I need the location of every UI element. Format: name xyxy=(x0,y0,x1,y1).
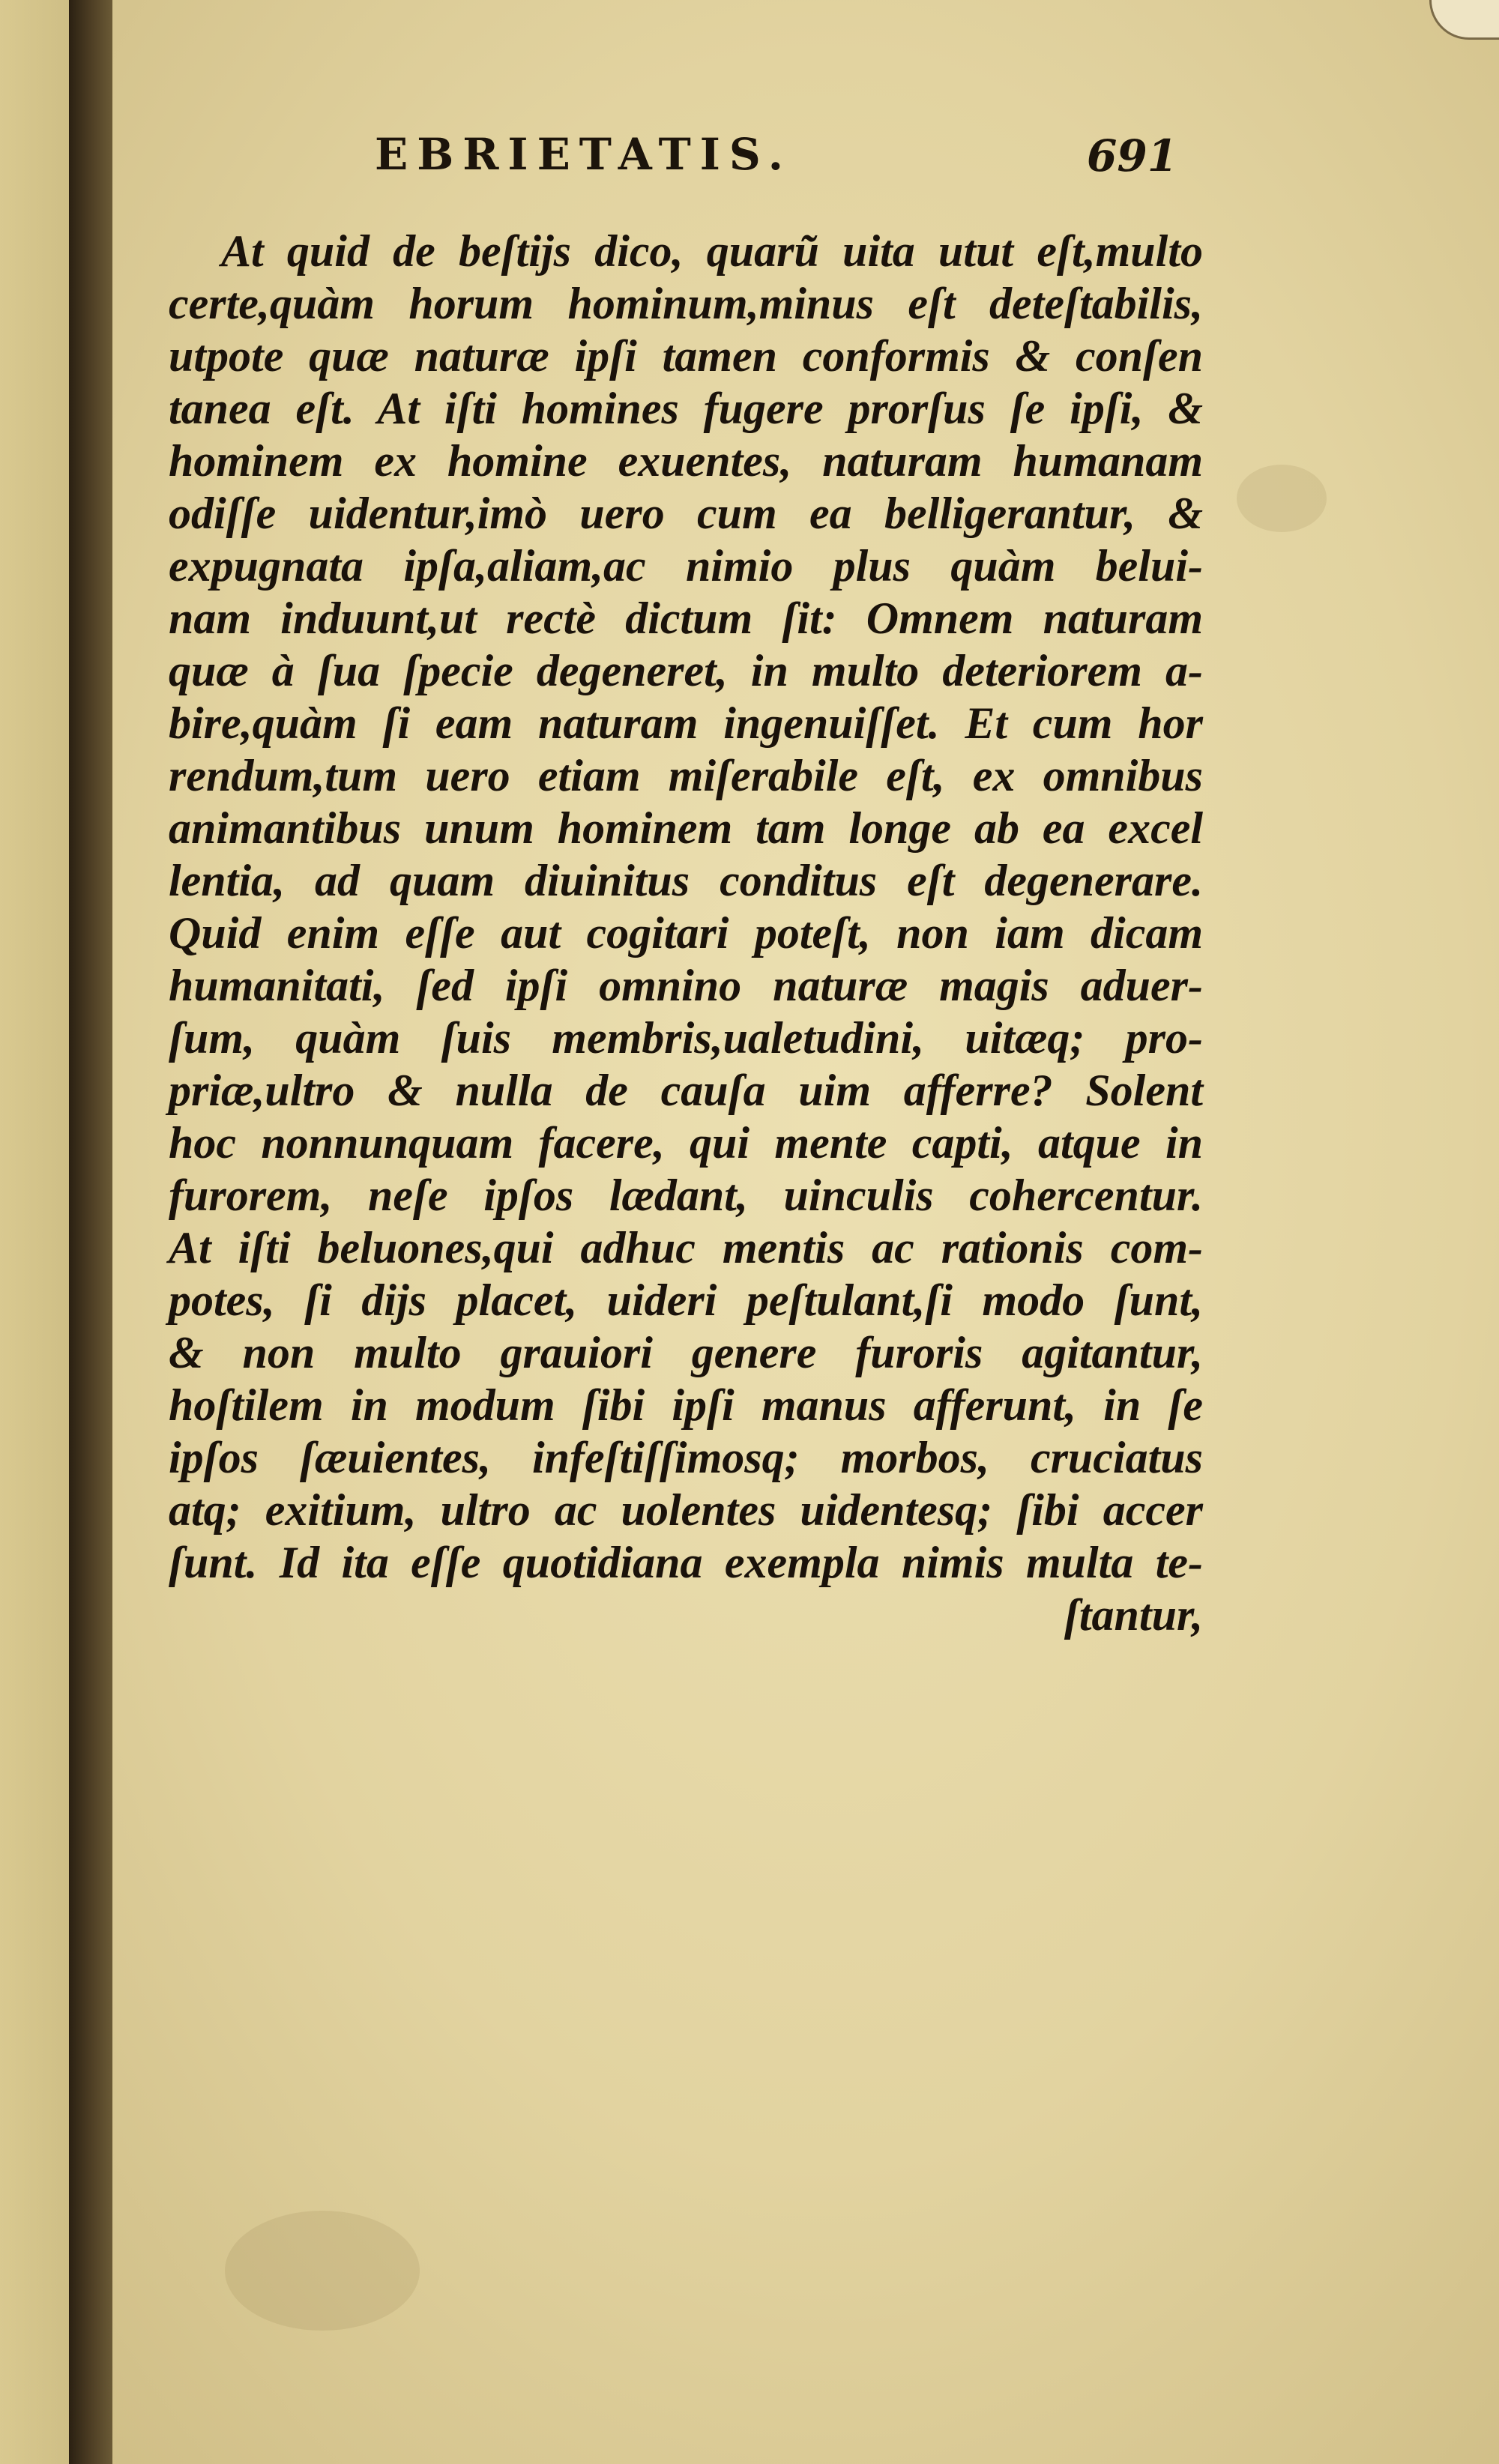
text-line: potes, ſi dijs placet, uideri peſtulant,ſi modo ſunt, xyxy=(169,1275,1203,1325)
text-line: lentia, ad quam diuinitus conditus eſt degenerare. xyxy=(169,856,1203,905)
text-line: At iſti beluones,qui adhuc mentis ac rationis com- xyxy=(169,1223,1203,1272)
page-number: 691 xyxy=(1087,130,1178,181)
page-corner-fold xyxy=(1429,0,1499,40)
text-line: animantibus unum hominem tam longe ab ea excel xyxy=(169,803,1203,853)
page-gutter xyxy=(0,0,112,2464)
text-line: odiſſe uidentur,imò uero cum ea belligerantur, & xyxy=(169,489,1203,538)
text-line: rendum,tum uero etiam miſerabile eſt, ex omnibus xyxy=(169,751,1203,800)
text-line: nam induunt,ut rectè dictum ſit: Omnem naturam xyxy=(169,594,1203,643)
text-line: expugnata ipſa,aliam,ac nimio plus quàm belui- xyxy=(169,541,1203,591)
text-line: atq; exitium, ultro ac uolentes uidentesq; ſibi accer xyxy=(169,1485,1203,1535)
text-line: utpote quæ naturæ ipſi tamen conformis & conſen xyxy=(169,331,1203,381)
body-text xyxy=(169,225,1203,1641)
text-line: & non multo grauiori genere furoris agitantur, xyxy=(169,1328,1203,1377)
text-line: ſunt. Id ita eſſe quotidiana exempla nimis multa te- xyxy=(169,1538,1203,1587)
binding-shadow xyxy=(69,0,112,2464)
text-line: bire,quàm ſi eam naturam ingenuiſſet. Et cum hor xyxy=(169,698,1203,748)
running-head: EBRIETATIS. xyxy=(375,129,792,180)
text-line: At quid de beſtijs dico, quarũ uita utut eſt,multo xyxy=(221,226,1203,276)
text-line: furorem, neſe ipſos lædant, uinculis cohercentur. xyxy=(169,1171,1203,1220)
text-line: ſum, quàm ſuis membris,ualetudini, uitæq; pro- xyxy=(169,1013,1203,1063)
text-line: hoſtilem in modum ſibi ipſi manus afferunt, in ſe xyxy=(169,1380,1203,1430)
text-line: quæ à ſua ſpecie degeneret, in multo deteriorem a- xyxy=(169,646,1203,695)
text-line: ipſos ſæuientes, infeſtiſſimosq; morbos, cruciatus xyxy=(169,1433,1203,1482)
text-line: certe,quàm horum hominum,minus eſt deteſtabilis, xyxy=(169,279,1203,328)
text-line: hominem ex homine exuentes, naturam humanam xyxy=(169,436,1203,486)
text-line: tanea eſt. At iſti homines fugere prorſus ſe ipſi, & xyxy=(169,384,1203,433)
text-line: Quid enim eſſe aut cogitari poteſt, non iam dicam xyxy=(169,908,1203,958)
text-line: priæ,ultro & nulla de cauſa uim afferre? Solent xyxy=(169,1066,1203,1115)
page-header xyxy=(375,129,1199,189)
page-stain xyxy=(225,2211,420,2331)
text-line: humanitati, ſed ipſi omnino naturæ magis aduer- xyxy=(169,961,1203,1010)
text-line: hoc nonnunquam facere, qui mente capti, atque in xyxy=(169,1118,1203,1168)
page-stain xyxy=(1237,465,1327,532)
catchword: ſtantur, xyxy=(1064,1590,1203,1640)
